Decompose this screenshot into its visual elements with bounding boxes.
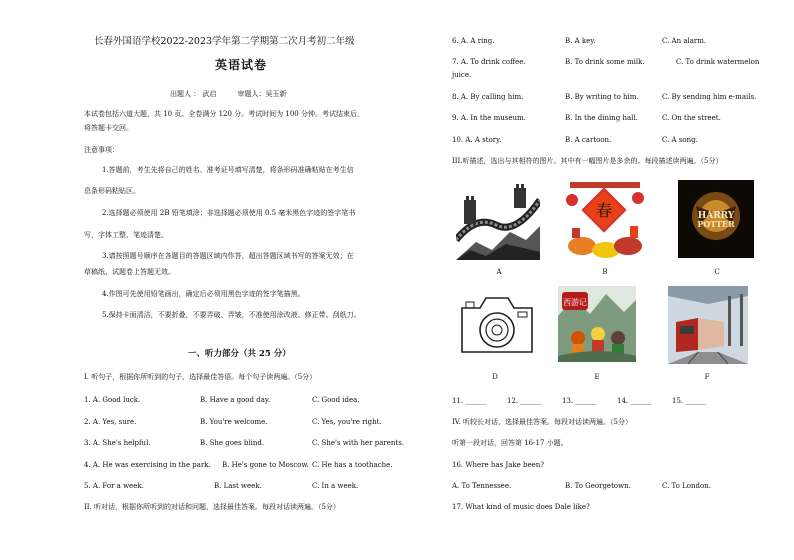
exam-authors: 出题人 ： 武启 审题人：吴玉新 (170, 90, 287, 98)
image-label-a: A (496, 268, 502, 276)
part4-instruction: IV. 听较长对话，选择最佳答案。每段对话读两遍。（5分） (452, 418, 632, 426)
note-line: 写，字体工整、笔迹清楚。 (84, 231, 168, 239)
q16-option-a: A. To Tennessee. (452, 482, 512, 490)
q6-option-b: B. A key. (565, 37, 596, 45)
q6-option-c: C. An alarm. (662, 37, 707, 45)
blank-15[interactable]: 15. ______ (672, 397, 707, 405)
q9-option-b: B. In the dining hall. (565, 114, 638, 122)
blank-11[interactable]: 11. ______ (452, 397, 487, 405)
image-label-c: C (714, 268, 720, 276)
section-heading-listening: 一、听力部分（共 25 分） (188, 349, 291, 359)
note-line: 息条形码粘贴区。 (84, 187, 140, 195)
intro-line-1: 本试卷包括六道大题，共 10 页。全卷满分 120 分。考试时间为 100 分钟。考试结束后， (84, 110, 364, 118)
note-line: 5.保持卡面清洁，不要折叠，不要弄破、弄皱，不准使用涂改液、修正带、刮纸刀。 (102, 311, 361, 319)
q3-option-a: 3. A. She's helpful. (84, 439, 151, 447)
harry-potter-image (678, 180, 754, 258)
q7-option-a: 7. A. To drink coffee. (452, 58, 526, 66)
image-label-d: D (492, 373, 498, 381)
q6-option-a: 6. A. A ring. (452, 37, 495, 45)
q8-option-c: C. By sending him e-mails. (662, 93, 757, 101)
q16-option-b: B. To Georgetown. (565, 482, 631, 490)
q2-option-b: B. You're welcome. (200, 418, 268, 426)
q10-option-c: C. A song. (662, 136, 698, 144)
poster-title-line2: POTTER (697, 219, 735, 229)
part3-instruction: III.听描述，选出与其相符的图片。其中有一幅图片是多余的。每段描述读两遍。（5分） (452, 157, 723, 165)
blank-14[interactable]: 14. ______ (617, 397, 652, 405)
q7-option-c: C. To drink watermelon (676, 58, 760, 66)
q8-option-b: B. By writing to him. (565, 93, 639, 101)
exam-subtitle: 英语试卷 (215, 58, 268, 72)
spring-festival-image (566, 180, 644, 260)
q1-option-b: B. Have a good day. (200, 396, 271, 404)
intro-line-2: 将答题卡交回。 (84, 124, 133, 132)
part2-instruction: II. 听对话，根据你所听到的对话和问题，选择最佳答案。每段对话读两遍。（5分） (84, 503, 340, 511)
part1-instruction: I. 听句子，根据你所听到的句子，选择最佳答语。每个句子读两遍。（5分） (84, 373, 317, 381)
q9-option-a: 9. A. In the museum. (452, 114, 526, 122)
q3-option-c: C. She's with her parents. (312, 439, 405, 447)
q4-option-b: B. He's gone to Moscow. (222, 461, 309, 469)
xiyouji-title: 西游记 (563, 298, 587, 307)
q5-option-c: C. In a week. (312, 482, 359, 490)
q4-option-c: C. He has a toothache. (312, 461, 393, 469)
q4-option-a: 4. A. He was exercising in the park. (84, 461, 211, 469)
great-wall-image (456, 180, 540, 260)
poster-title-line1: HARRY (697, 211, 735, 221)
image-label-e: E (594, 373, 600, 381)
notice-heading: 注意事项： (84, 146, 119, 154)
q10-option-a: 10. A. A story. (452, 136, 502, 144)
q16-option-c: C. To London. (662, 482, 711, 490)
right-column (452, 0, 760, 560)
q1-option-c: C. Good idea. (312, 396, 360, 404)
camera-image (456, 286, 538, 364)
part4-intro: 听第一段对话，回答第 16-17 小题。 (452, 439, 568, 447)
q2-option-c: C. Yes, you're right. (312, 418, 382, 426)
note-line: 1.答题前，考生先将自己的姓名、准考证号填写清楚，将条形码准确粘贴在考生信 (102, 166, 354, 174)
q16-question: 16. Where has Jake been? (452, 461, 545, 469)
q7-continuation: juice. (452, 71, 472, 79)
blank-13[interactable]: 13. ______ (562, 397, 597, 405)
journey-to-the-west-image (558, 286, 636, 362)
q3-option-b: B. She goes blind. (200, 439, 265, 447)
image-label-b: B (602, 268, 608, 276)
q9-option-c: C. On the street. (662, 114, 721, 122)
note-line: 3.请按照题号顺序在各题目的答题区域内作答，超出答题区域书写的答案无效；在 (102, 252, 354, 260)
image-label-f: F (704, 373, 710, 381)
q1-option-a: 1. A. Good luck. (84, 396, 141, 404)
q5-option-a: 5. A. For a week. (84, 482, 144, 490)
q7-option-b: B. To drink some milk. (565, 58, 645, 66)
left-column (84, 0, 424, 560)
q2-option-a: 2. A. Yes, sure. (84, 418, 137, 426)
q10-option-b: B. A cartoon. (565, 136, 612, 144)
exam-title: 长春外国语学校2022-2023学年第二学期第二次月考初二年级 (94, 36, 355, 47)
q8-option-a: 8. A. By calling him. (452, 93, 524, 101)
note-line: 4.作图可先使用铅笔画出，确定后必须用黑色字迹的签字笔描黑。 (102, 290, 305, 298)
note-line: 草稿纸、试题卷上答题无效。 (84, 268, 175, 276)
train-image (668, 286, 748, 364)
q17-question: 17. What kind of music does Dale like? (452, 503, 590, 511)
q5-option-b: B. Last week. (214, 482, 262, 490)
blank-12[interactable]: 12. ______ (507, 397, 542, 405)
note-line: 2.选择题必须使用 2B 铅笔填涂；非选择题必须使用 0.5 毫米黑色字迹的签字笔书 (102, 209, 356, 217)
chun-character: 春 (595, 201, 613, 220)
